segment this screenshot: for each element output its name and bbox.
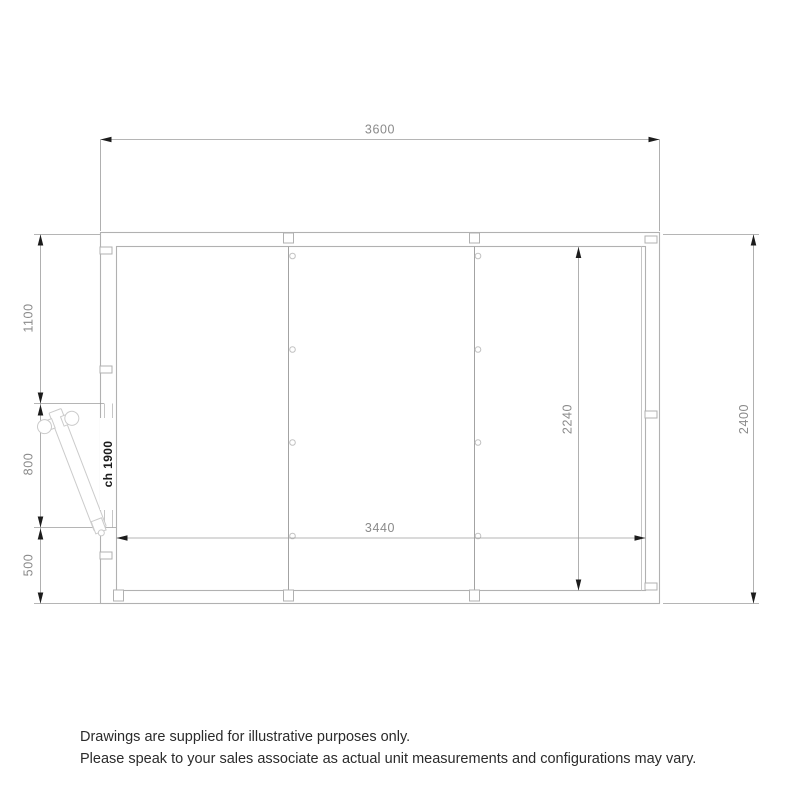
arrow-up-icon — [38, 405, 44, 416]
arrow-down-icon — [751, 593, 757, 604]
unit-outline — [101, 233, 660, 604]
dimension-outer-width — [101, 123, 660, 232]
left-wall-joint — [100, 366, 112, 373]
left-wall-joint — [100, 552, 112, 559]
dimension-inner-depth — [561, 247, 582, 591]
dim-outer-width-label: 3600 — [364, 122, 396, 137]
arrow-up-icon — [576, 247, 582, 258]
arrow-right-icon — [635, 535, 646, 541]
dim-left-upper-label: 1100 — [21, 303, 36, 333]
right-wall-joint — [645, 411, 657, 418]
door-panel — [49, 409, 106, 531]
right-wall-joint — [645, 236, 657, 243]
screw-hole — [475, 253, 481, 259]
disclaimer — [80, 727, 696, 770]
screw-hole — [475, 347, 481, 353]
arrow-down-icon — [38, 393, 44, 404]
arrow-down-icon — [38, 517, 44, 528]
disclaimer-line-1: Drawings are supplied for illustrative purposes only. — [80, 729, 411, 745]
dim-left-lower-label: 500 — [21, 553, 36, 577]
outer-wall — [101, 233, 660, 604]
disclaimer-line-2: Please speak to your sales associate as actual unit measurements and configurations may vary. — [80, 750, 697, 767]
arrow-up-icon — [751, 235, 757, 246]
dim-inner-depth-label: 2240 — [560, 403, 575, 435]
screw-holes — [290, 253, 481, 539]
dim-inner-width-label: 3440 — [364, 521, 396, 535]
screw-hole — [290, 253, 296, 259]
arrow-down-icon — [38, 593, 44, 604]
arrow-right-icon — [649, 137, 660, 143]
screw-hole — [290, 347, 296, 353]
door-clear-height-label: ch 1900 — [101, 440, 115, 488]
arrow-left-icon — [101, 137, 112, 143]
left-wall-joint — [100, 247, 112, 254]
arrow-down-icon — [576, 580, 582, 591]
arrow-up-icon — [38, 235, 44, 246]
dim-outer-depth-label: 2400 — [737, 403, 751, 435]
screw-hole — [290, 440, 296, 446]
arrow-up-icon — [38, 529, 44, 540]
dimension-inner-width — [117, 521, 646, 541]
dim-door-opening-label: 800 — [21, 452, 36, 476]
arrow-left-icon — [117, 535, 128, 541]
door-clear-height-annotation — [100, 418, 115, 510]
top-wall-joint — [284, 233, 294, 243]
screw-hole — [475, 440, 481, 446]
bottom-wall-joint — [470, 590, 480, 601]
bottom-wall-joint — [114, 590, 124, 601]
dimension-outer-depth — [663, 235, 759, 604]
top-wall-joint — [470, 233, 480, 243]
bottom-wall-joint — [284, 590, 294, 601]
right-wall-joint — [645, 583, 657, 590]
